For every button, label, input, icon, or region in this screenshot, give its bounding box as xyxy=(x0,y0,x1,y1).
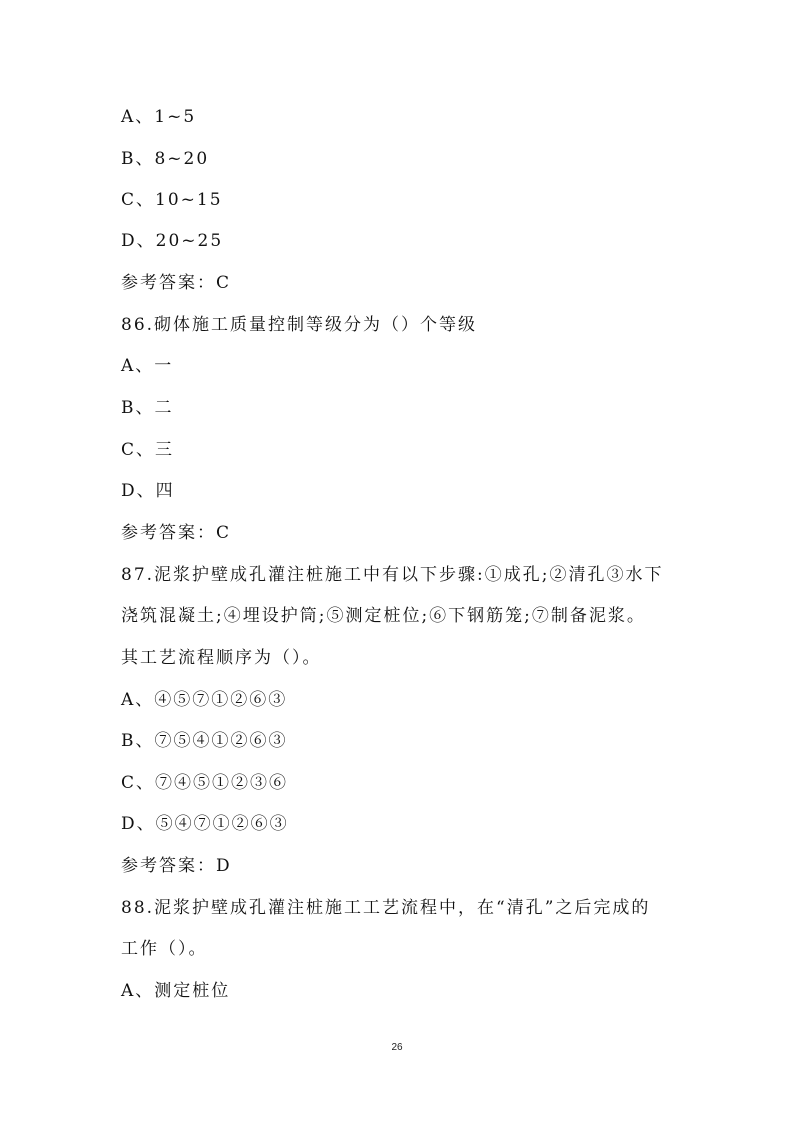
option-c-q86: C、三 xyxy=(121,440,175,460)
option-c-q85: C、10~15 xyxy=(121,190,223,210)
answer-q86: 参考答案：C xyxy=(121,523,232,543)
option-a-q85: A、1~5 xyxy=(121,107,197,127)
option-c-q87: C、⑦④⑤①②③⑥ xyxy=(121,773,289,793)
option-b-q86: B、二 xyxy=(121,398,174,418)
option-a-q88: A、测定桩位 xyxy=(121,981,231,1001)
question-88-line-1: 88.泥浆护壁成孔灌注桩施工工艺流程中，在“清孔”之后完成的 xyxy=(121,898,651,918)
answer-q85: 参考答案：C xyxy=(121,273,232,293)
option-b-q87: B、⑦⑤④①②⑥③ xyxy=(121,731,288,751)
option-d-q87: D、⑤④⑦①②⑥③ xyxy=(121,814,289,834)
question-87-line-3: 其工艺流程顺序为（）。 xyxy=(121,648,322,668)
question-87-line-1: 87.泥浆护壁成孔灌注桩施工中有以下步骤:①成孔;②清孔③水下 xyxy=(121,565,664,585)
question-88-line-2: 工作（）。 xyxy=(121,939,208,959)
answer-q87: 参考答案：D xyxy=(121,856,232,876)
page-number: 26 xyxy=(391,1042,403,1053)
question-86: 86.砌体施工质量控制等级分为（）个等级 xyxy=(121,315,478,335)
option-d-q85: D、20~25 xyxy=(121,231,224,251)
option-a-q86: A、一 xyxy=(121,356,174,376)
option-b-q85: B、8~20 xyxy=(121,149,210,169)
option-a-q87: A、④⑤⑦①②⑥③ xyxy=(121,690,288,710)
question-87-line-2: 浇筑混凝土;④埋设护筒;⑤测定桩位;⑥下钢筋笼;⑦制备泥浆。 xyxy=(121,606,646,626)
option-d-q86: D、四 xyxy=(121,481,175,501)
